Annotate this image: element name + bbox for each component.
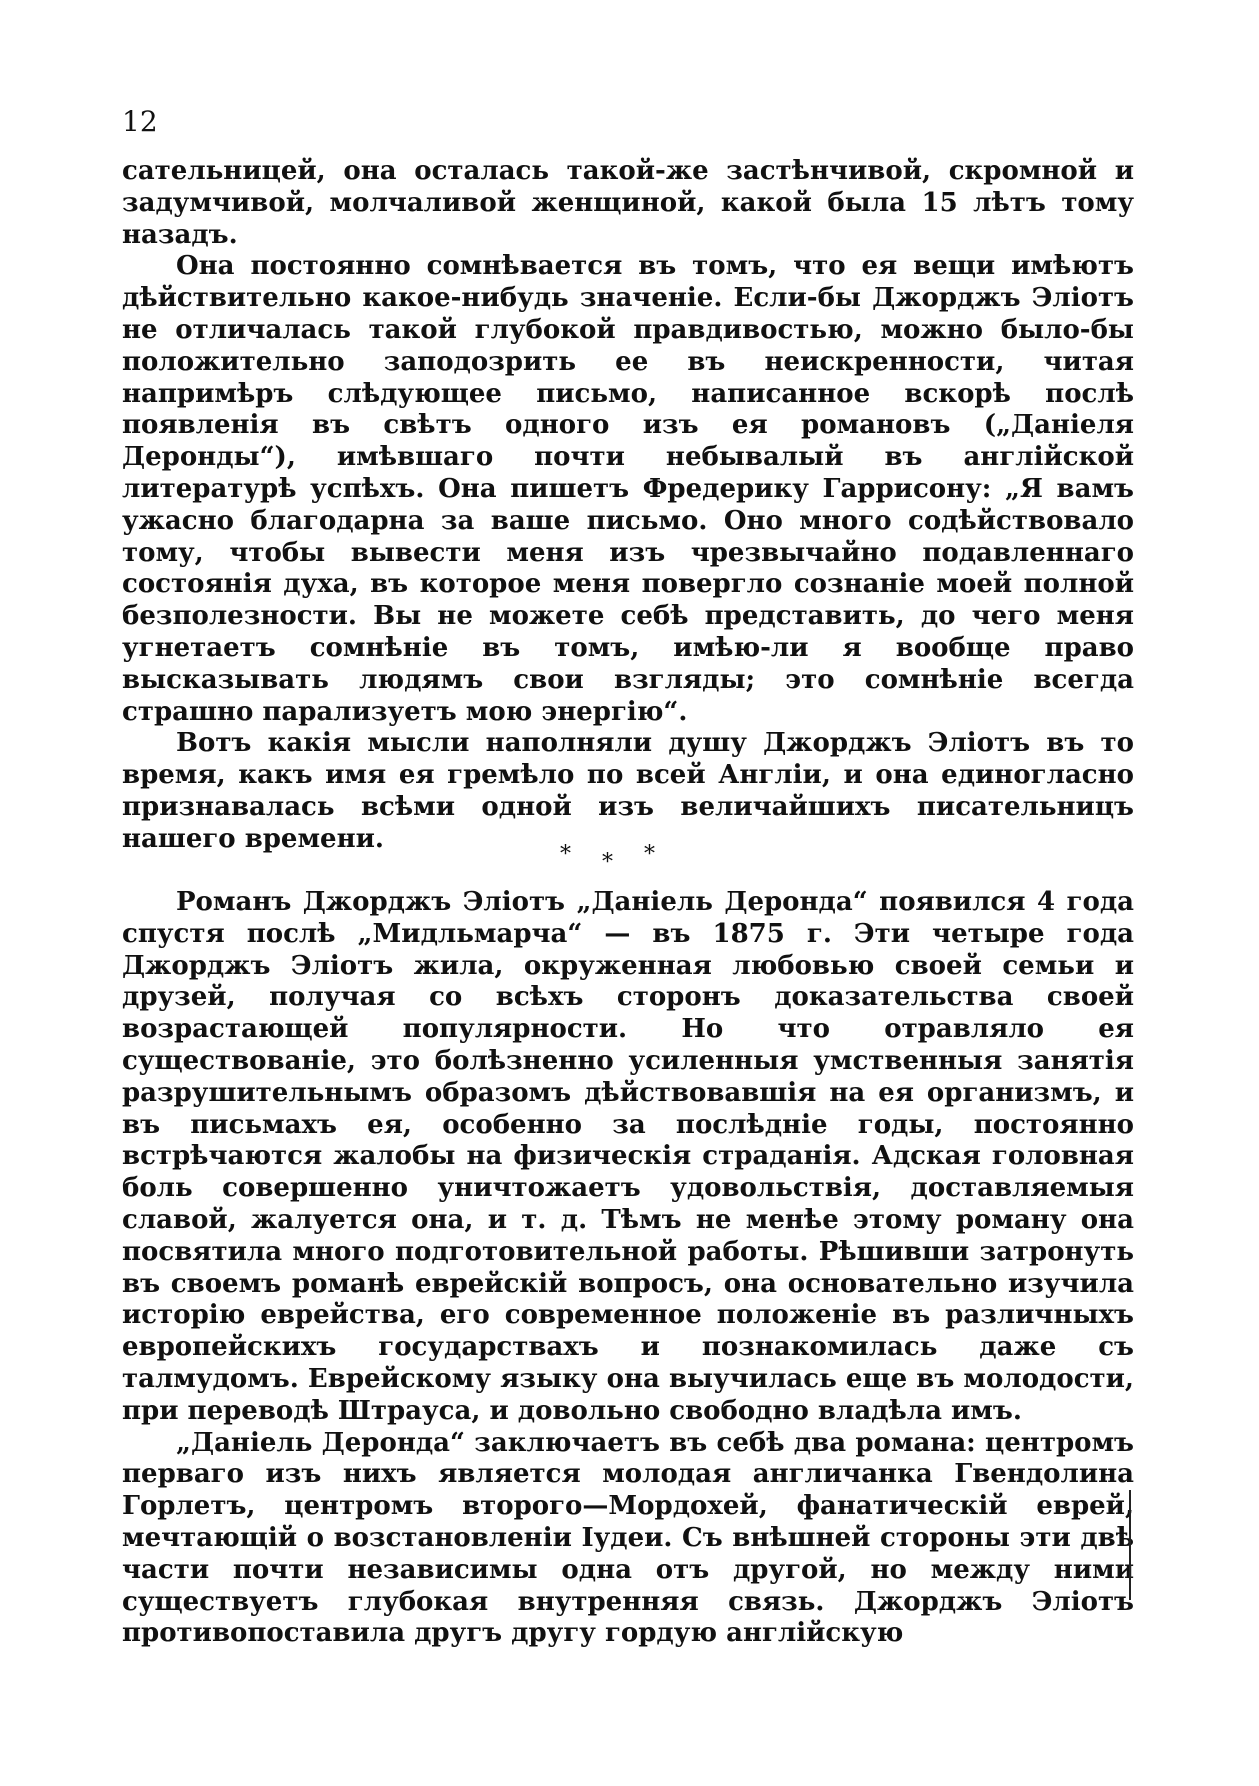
asterisk: * (602, 850, 613, 875)
paragraph-novel-history: Романъ Джорджъ Эліотъ „Даніель Деронда“ появился 4 года спустя послѣ „Мидльмарча“ — въ 1875 г. Эти четыре года Джорджъ Эліотъ жила, окруженная любовью своей семьи и друзей, получая со всѣхъ сторонъ доказательства своей возрастающей популярности. Но что отравляло ея существованіе, это болѣзненно усиленныя умственныя занятія разрушительнымъ образомъ дѣйствовавшія на ея организмъ, и въ письмахъ ея, особенно за послѣдніе годы, постоянно встрѣчаются жалобы на физическія страданія. Адская головная боль совершенно уничтожаетъ удовольствія, доставляемыя славой, жалуется она, и т. д. Тѣмъ не менѣе этому роману она посвятила много подготовительной работы. Рѣшивши затронуть въ своемъ романѣ еврейскій вопросъ, она основательно изучила исторію еврейства, его современное положеніе въ различныхъ европейскихъ государствахъ и познакомилась даже съ талмудомъ. Еврейскому языку она выучилась еще въ молодости, при переводѣ Штрауса, и довольно свободно владѣла имъ. (122, 887, 1134, 1426)
text-section-upper (122, 156, 1134, 856)
section-separator-asterisks (560, 838, 700, 878)
asterisk: * (644, 842, 655, 867)
paragraph-novel-structure: „Даніель Деронда“ заключаетъ въ себѣ два романа: центромъ перваго изъ нихъ является молодая англичанка Гвендолина Горлетъ, центромъ второго—Мордохей, фанатическій еврей, мечтающій о возстановленіи Іудеи. Съ внѣшней стороны эти двѣ части почти независимы одна отъ другой, но между ними существуетъ глубокая внутренняя связь. Джорджъ Эліотъ противопоставила другъ другу гордую англійскую (122, 1427, 1134, 1649)
paragraph-letter-quote: Она постоянно сомнѣвается въ томъ, что ея вещи имѣютъ дѣйствительно какое-нибудь значеніе. Если-бы Джорджъ Эліотъ не отличалась такой глубокой правдивостью, можно было-бы положительно заподозрить ее въ неискренности, читая напримѣръ слѣдующее письмо, написанное вскорѣ послѣ появленія въ свѣтъ одного изъ ея романовъ („Даніеля Деронды“), имѣвшаго почти небывалый въ англійской литературѣ успѣхъ. Она пишетъ Фредерику Гаррисону: „Я вамъ ужасно благодарна за ваше письмо. Оно много содѣйствовало тому, чтобы вывести меня изъ чрезвычайно подавленнаго состоянія духа, въ которое меня повергло сознаніе моей полной безполезности. Вы не можете себѣ представить, до чего меня угнетаетъ сомнѣніе въ томъ, имѣю-ли я вообще право высказывать людямъ свои взгляды; это сомнѣніе всегда страшно парализуетъ мою энергію“. (122, 251, 1134, 727)
margin-pencil-mark (1119, 1490, 1131, 1600)
page-number: 12 (122, 105, 158, 138)
paragraph-continuation: сательницей, она осталась такой-же застѣнчивой, скромной и задумчивой, молчаливой женщиной, какой была 15 лѣтъ тому назадъ. (122, 156, 1134, 250)
text-section-lower (122, 887, 1134, 1650)
paragraph-thoughts: Вотъ какія мысли наполняли душу Джорджъ Эліотъ въ то время, какъ имя ея гремѣло по всей Англіи, и она единогласно признавалась всѣми одной изъ величайшихъ писательницъ нашего времени. (122, 728, 1134, 854)
asterisk: * (560, 842, 571, 867)
